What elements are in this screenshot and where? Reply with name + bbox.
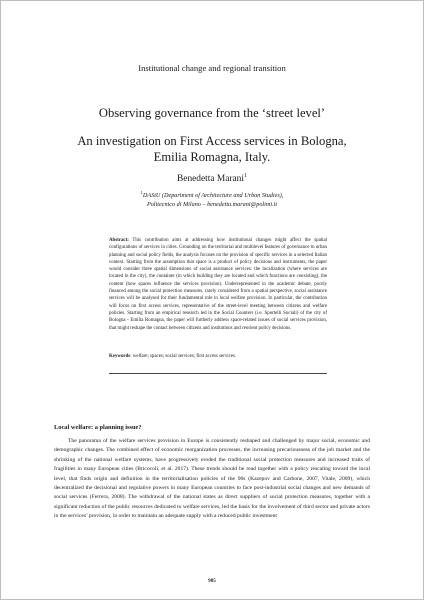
paper-title: Observing governance from the ‘street level’: [98, 106, 326, 120]
running-header: Institutional change and regional transition: [138, 63, 286, 73]
affiliation-line-1: DAStU (Department of Architecture and Urban Studies),: [142, 192, 284, 200]
abstract-text: This contribution aims at addressing how institutional changes might affect the spatial configurations of services in cities. Grounding on the territorial and multilevel features of governance in urban planning and social policy fields, the analysis focuses on the provision of specific services in a selected Italian context. Starting from the assumption that space is a product of policy decisions and instruments, the paper would consider three spatial dimensions of social assistance services: the localization (where services are located in the city), the container (in which building they are located and which functions are coexisting), the content (how spaces influence the services provision). Underrepresented in the academic debate, poorly financed among the social protection measures, rarely considered from a spatial perspective, social assistance services will be analysed for their fundamental role in local welfare provision. In particular, the contribution will focus on first access services, representative of the street-level meeting between citizens and welfare policies. Starting from an empirical research led in the Social Counters (i.e. Sportelli Sociali) of the city of Bologna - Emilia Romagna, the paper will furtherly address space-related issues of social services provision, that might reshape the contact between citizens and institutions and reorient policy decisions.: [109, 238, 327, 331]
page-number: 985: [208, 578, 216, 584]
author-footnote-marker: 1: [243, 173, 247, 179]
keywords-label: Keywords: [109, 354, 131, 359]
affiliation-marker: 1: [140, 190, 143, 195]
section-heading: Local welfare: a planning issue?: [54, 424, 142, 431]
section-divider: [109, 373, 327, 374]
subtitle-line-2: Emilia Romagna, Italy.: [153, 150, 271, 164]
body-paragraph: The panorama of the welfare services provision in Europe is consistently reshaped and challenged by major social, economic and demographic changes. The combined effect of economic reorganization processes, the increasing precariousness of the job market and the shrinking of the national welfare systems, have progressively eroded the traditional social protection measures and increased traits of fragilities in many European cities (Bricocoli, et al. 2017). These trends should be read together with a policy rescaling toward the local level, that finds origin and definition in the territorialisation policies of the 90s (Kazepov and Carbone, 2007, Vitale, 2009), which decentralized the decisional and regulative powers in many European countries to face post-industrial social changes and new demands of social services (Ferrera, 2008). The withdrawal of the national states as direct suppliers of social protection measures, together with a significant reduction of the public resources dedicated to welfare services, led the basis for the involvement of third sector and private actors in the services’ provision, in order to maintain an adequate supply with a reduced public investment: [54, 438, 370, 520]
author-name: [1, 173, 423, 184]
keywords-text: : welfare; spaces; social services; first access services.: [130, 354, 237, 359]
subtitle-line-1: An investigation on First Access services in Bologna,: [77, 134, 347, 148]
abstract: [109, 237, 327, 332]
paper-subtitle: [1, 133, 423, 165]
affiliation-line-2: Politecnico di Milano – benedetta.marani@polimi.it: [146, 201, 278, 209]
keywords: [109, 353, 327, 360]
author-name-text: Benedetta Marani: [177, 174, 244, 185]
author-affiliation: [1, 188, 423, 209]
abstract-label: Abstract:: [109, 238, 129, 243]
